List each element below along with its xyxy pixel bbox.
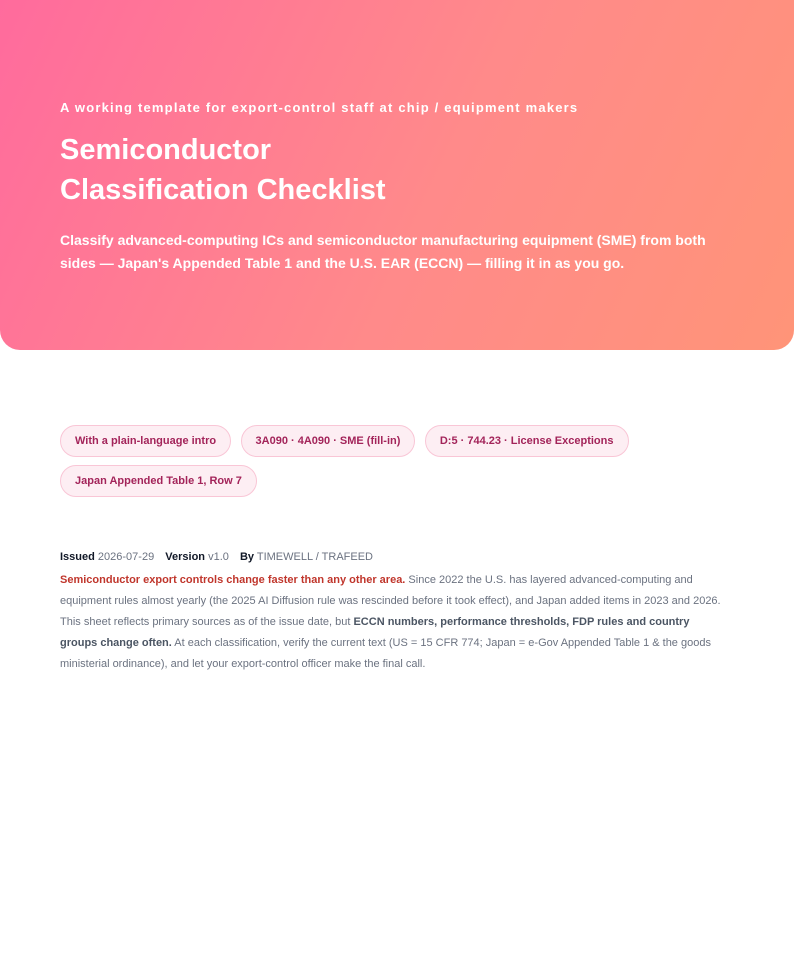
version-number: v1.0	[208, 551, 229, 563]
hero-banner	[0, 0, 794, 350]
page-title	[60, 130, 386, 210]
disclaimer-warning: Semiconductor export controls change faster than any other area.	[60, 574, 406, 586]
tag-eccn-sme[interactable]: 3A090 · 4A090 · SME (fill-in)	[241, 425, 416, 457]
issued-label: Issued	[60, 551, 95, 563]
tag-license-exceptions[interactable]: D:5 · 744.23 · License Exceptions	[425, 425, 629, 457]
disclaimer-text-1: Since 2022 the U.S. has layered advanced-computing and equipment rules almost yearly (the 2025 AI Diffusion rule was rescinded before it took effect), and Japan added items in 2023 and 2026. This sheet reflects primary sources as of the issue date, but	[60, 574, 721, 628]
page-title-line-1: Semiconductor	[60, 134, 272, 166]
version-label: Version	[165, 551, 206, 563]
tag-plain-language-intro[interactable]: With a plain-language intro	[60, 425, 231, 457]
tag-list	[60, 425, 740, 505]
author-name: TIMEWELL / TRAFEED	[256, 551, 373, 563]
disclaimer-emphasis: ECCN numbers, performance thresholds, FDP rules and country groups change often.	[60, 616, 690, 649]
disclaimer-text-2: At each classification, verify the current text (US = 15 CFR 774; Japan = e-Gov Appended Table 1 & the goods ministerial ordinance), and let your export-control officer make the final call.	[60, 637, 711, 670]
page-title-line-2: Classification Checklist	[60, 174, 386, 206]
disclaimer-notice	[60, 570, 728, 675]
author-label: By	[239, 551, 254, 563]
hero-eyebrow: A working template for export-control staff at chip / equipment makers	[60, 100, 579, 115]
hero-subtitle: Classify advanced-computing ICs and semiconductor manufacturing equipment (SME) from both sides — Japan's Appended Table 1 and the U.S. EAR (ECCN) — filling it in as you go.	[60, 232, 706, 271]
issued-date: 2026-07-29	[97, 551, 155, 563]
document-meta	[60, 551, 373, 563]
tag-japan-appended-table[interactable]: Japan Appended Table 1, Row 7	[60, 465, 257, 497]
